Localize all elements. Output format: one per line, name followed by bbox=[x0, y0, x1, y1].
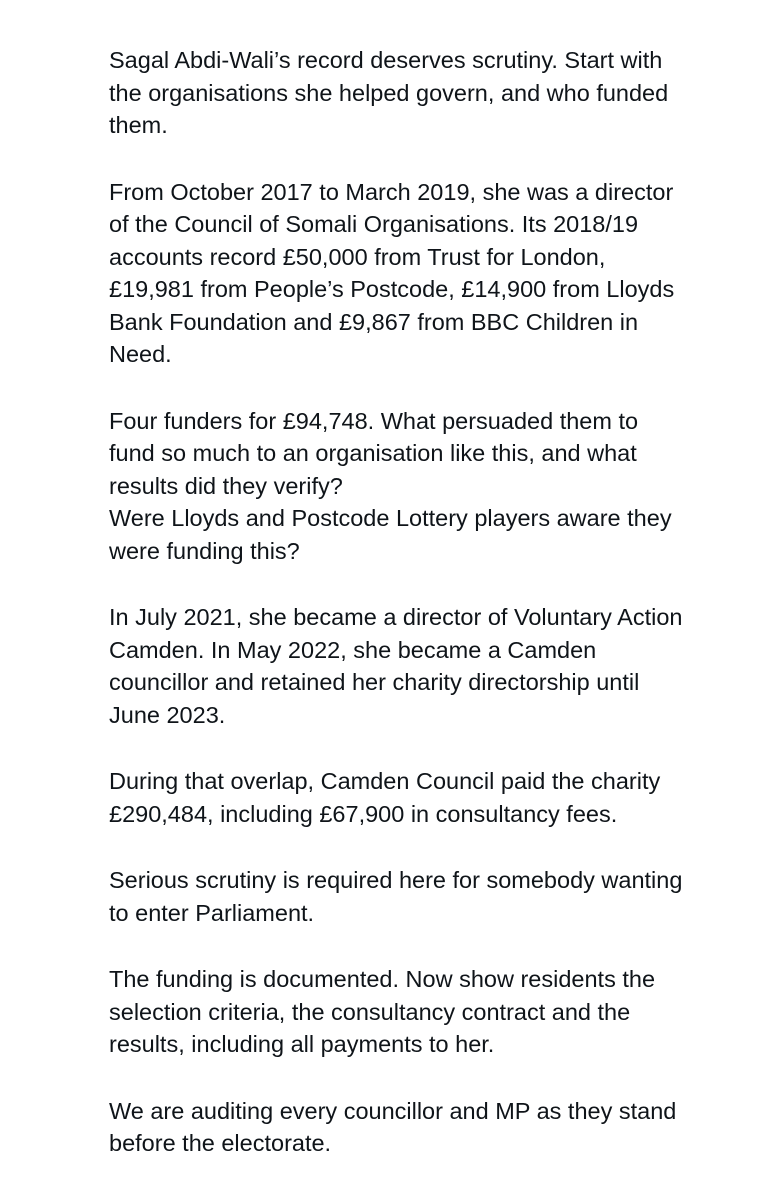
text-line: Were Lloyds and Postcode Lottery players aware they bbox=[109, 505, 672, 531]
paragraph-overlap-payments bbox=[109, 765, 759, 830]
text-line: Four funders for £94,748. What persuaded them to bbox=[109, 407, 639, 434]
text-line: accounts record £50,000 from Trust for London, bbox=[109, 243, 606, 270]
text-line: selection criteria, the consultancy contract and the bbox=[109, 998, 631, 1025]
text-line: the organisations she helped govern, and who funded bbox=[109, 79, 669, 106]
text-line: before the electorate. bbox=[109, 1130, 332, 1156]
paragraph-serious-scrutiny bbox=[109, 864, 759, 929]
text-line: councillor and retained her charity directorship until bbox=[109, 669, 640, 695]
text-line: Serious scrutiny is required here for somebody wanting bbox=[109, 867, 683, 893]
text-line: of the Council of Somali Organisations. Its 2018/19 bbox=[109, 211, 639, 237]
text-line: We are auditing every councillor and MP as they stand bbox=[109, 1097, 677, 1124]
paragraph-intro bbox=[109, 44, 759, 142]
paragraph-funding-documented bbox=[109, 963, 759, 1061]
text-line: The funding is documented. Now show residents the bbox=[109, 966, 656, 992]
text-line: June 2023. bbox=[109, 701, 226, 728]
paragraph-council-of-somali-organisations bbox=[109, 176, 759, 371]
bottom-fade bbox=[0, 1192, 777, 1200]
text-line: results, including all payments to her. bbox=[109, 1031, 495, 1057]
text-line: From October 2017 to March 2019, she was a director bbox=[109, 178, 674, 205]
paragraph-auditing bbox=[109, 1095, 759, 1160]
text-line: £19,981 from People’s Postcode, £14,900 from Lloyds bbox=[109, 276, 675, 302]
text-line: Bank Foundation and £9,867 from BBC Children in bbox=[109, 308, 639, 335]
text-line: were funding this? bbox=[109, 537, 300, 564]
text-line: fund so much to an organisation like this, and what bbox=[109, 440, 637, 466]
text-line: them. bbox=[109, 112, 168, 138]
text-line: £290,484, including £67,900 in consultancy fees. bbox=[109, 800, 618, 827]
text-line: Sagal Abdi-Wali’s record deserves scrutiny. Start with bbox=[109, 47, 663, 73]
text-line: to enter Parliament. bbox=[109, 899, 315, 926]
text-line: Camden. In May 2022, she became a Camden bbox=[109, 636, 597, 663]
paragraph-four-funders bbox=[109, 405, 759, 568]
post-body bbox=[109, 44, 759, 1194]
text-line: In July 2021, she became a director of Voluntary Action bbox=[109, 604, 683, 630]
text-line: results did they verify? bbox=[109, 472, 343, 499]
paragraph-voluntary-action-camden bbox=[109, 601, 759, 731]
text-line: During that overlap, Camden Council paid the charity bbox=[109, 768, 661, 794]
text-line: Need. bbox=[109, 341, 172, 367]
